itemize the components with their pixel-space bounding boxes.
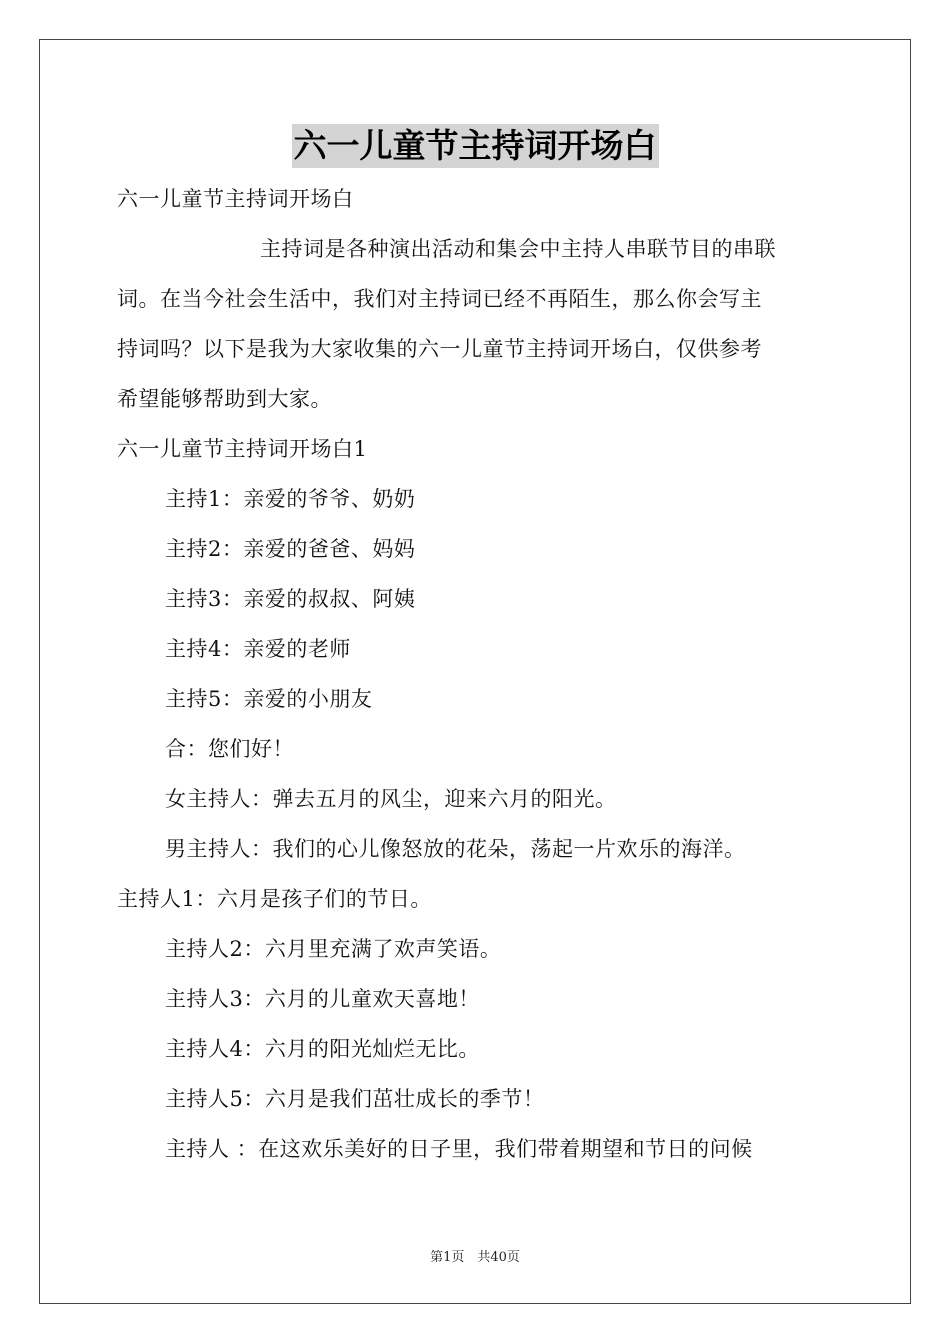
body-line: 持词吗？以下是我为大家收集的六一儿童节主持词开场白，仅供参考	[117, 337, 762, 361]
title-container	[0, 124, 950, 168]
page-number: 第1页 共40页	[430, 1250, 520, 1265]
body-line: 主持2：亲爱的爸爸、妈妈	[165, 537, 416, 561]
document-body	[117, 174, 833, 1174]
body-line: 主持词是各种演出活动和集会中主持人串联节目的串联	[260, 237, 776, 261]
body-line: 主持人2：六月里充满了欢声笑语。	[165, 937, 502, 961]
body-line: 希望能够帮助到大家。	[117, 387, 332, 411]
body-line: 男主持人：我们的心儿像怒放的花朵，荡起一片欢乐的海洋。	[165, 837, 746, 861]
section-heading: 六一儿童节主持词开场白1	[117, 437, 368, 461]
body-line: 主持人4：六月的阳光灿烂无比。	[165, 1037, 480, 1061]
body-line: 合：您们好！	[165, 737, 294, 761]
body-line: 主持3：亲爱的叔叔、阿姨	[165, 587, 416, 611]
body-line: 词。在当今社会生活中，我们对主持词已经不再陌生，那么你会写主	[117, 287, 762, 311]
body-line: 主持人3：六月的儿童欢天喜地！	[165, 987, 480, 1011]
body-line: 主持人1：六月是孩子们的节日。	[117, 887, 432, 911]
page-footer	[0, 1246, 950, 1265]
body-line: 六一儿童节主持词开场白	[117, 187, 354, 211]
body-line: 主持人5：六月是我们茁壮成长的季节！	[165, 1087, 545, 1111]
body-line: 主持1：亲爱的爷爷、奶奶	[165, 487, 416, 511]
body-line: 主持5：亲爱的小朋友	[165, 687, 373, 711]
body-line: 主持4：亲爱的老师	[165, 637, 351, 661]
document-title: 六一儿童节主持词开场白	[292, 124, 659, 168]
body-line: 女主持人：弹去五月的风尘，迎来六月的阳光。	[165, 787, 617, 811]
body-line: 主持人 ：在这欢乐美好的日子里，我们带着期望和节日的问候	[165, 1137, 753, 1161]
